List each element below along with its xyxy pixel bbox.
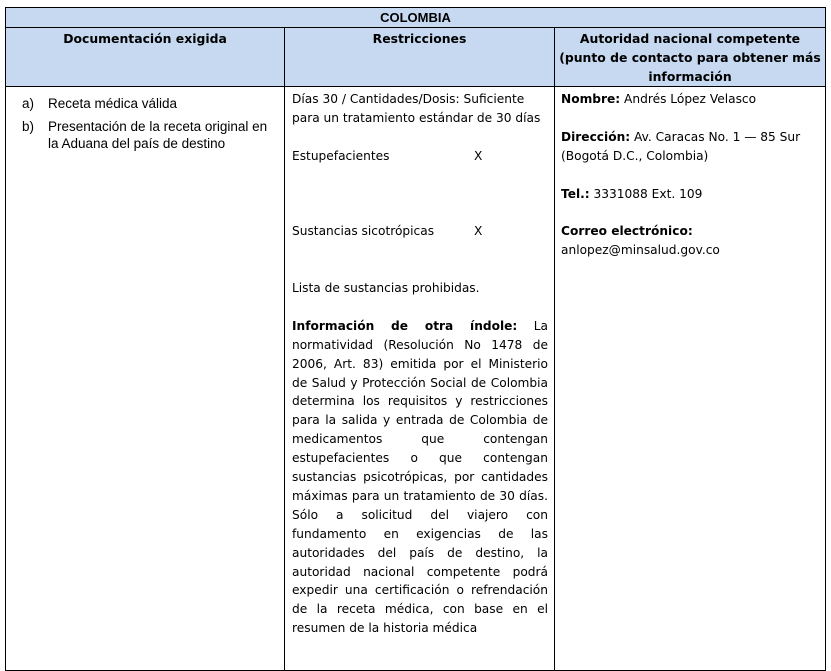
documentation-cell — [6, 87, 285, 671]
prohibited-list-text: Lista de sustancias prohibidas. — [292, 280, 480, 295]
authority-email-label: Correo electrónico: — [561, 224, 693, 239]
phone-label: Tel.: — [561, 186, 590, 201]
column-headers — [6, 28, 826, 87]
narcotics-mark: X — [474, 148, 483, 163]
authority-name: Andrés López Velasco — [624, 92, 757, 106]
authority-email: anlopez@minsalud.gov.co — [561, 243, 720, 258]
header-documentation: Documentación exigida — [6, 28, 285, 87]
documentation-item — [22, 118, 278, 152]
authority-name-line — [561, 90, 819, 109]
psychotropics-line — [292, 222, 548, 241]
content-row — [6, 87, 826, 671]
days-quantity-text: Días 30 / Cantidades/Dosis: Suficiente para un tratamiento estándar de 30 días — [292, 92, 541, 125]
psychotropics-mark: X — [474, 224, 483, 239]
item-marker: b) — [22, 119, 35, 134]
item-marker: a) — [22, 96, 35, 111]
authority-phone-line — [561, 185, 819, 204]
documentation-item — [22, 95, 278, 112]
name-label: Nombre: — [561, 92, 621, 106]
other-info-text: La normatividad (Resolución No 1478 de 2006, Art. 83) emitida por el Ministerio de Salud y Protección Social de Colombia determina los requisitos y restricciones para la salida y entrada de Colombia de medicamentos que contengan estupefacientes o que contengan sustancias psicotrópicas, por cantidades máximas para un tratamiento de 30 días. Sólo a solicitud del viajero con fundamento en exigencias de las autoridades del país de destino, la autoridad nacional competente podrá expedir una certificación o refrendación de la receta médica, con base en el resumen de la historia médica — [292, 318, 548, 636]
authority-address: Av. Caracas No. 1 — 85 Sur (Bogotá D.C., Colombia) — [561, 129, 801, 163]
authority-address-line — [561, 128, 819, 166]
other-info-paragraph — [292, 317, 548, 638]
requirements-table — [5, 7, 826, 671]
item-text: Presentación de la receta original en la Aduana del país de destino — [48, 119, 268, 151]
authority-phone: 3331088 Ext. 109 — [593, 186, 703, 201]
country-title: COLOMBIA — [6, 8, 826, 28]
header-authority: Autoridad nacional competente (punto de contacto para obtener más información — [555, 28, 826, 87]
narcotics-label: Estupefacientes — [292, 148, 390, 163]
country-row — [6, 8, 826, 28]
item-text: Receta médica válida — [48, 96, 178, 111]
other-info-label: Información de otra índole: — [292, 318, 518, 333]
address-label: Dirección: — [561, 129, 631, 144]
authority-cell — [555, 87, 826, 671]
narcotics-line — [292, 147, 548, 166]
header-restrictions: Restricciones — [285, 28, 555, 87]
restrictions-cell — [285, 87, 555, 671]
psychotropics-label: Sustancias sicotrópicas — [292, 224, 435, 239]
